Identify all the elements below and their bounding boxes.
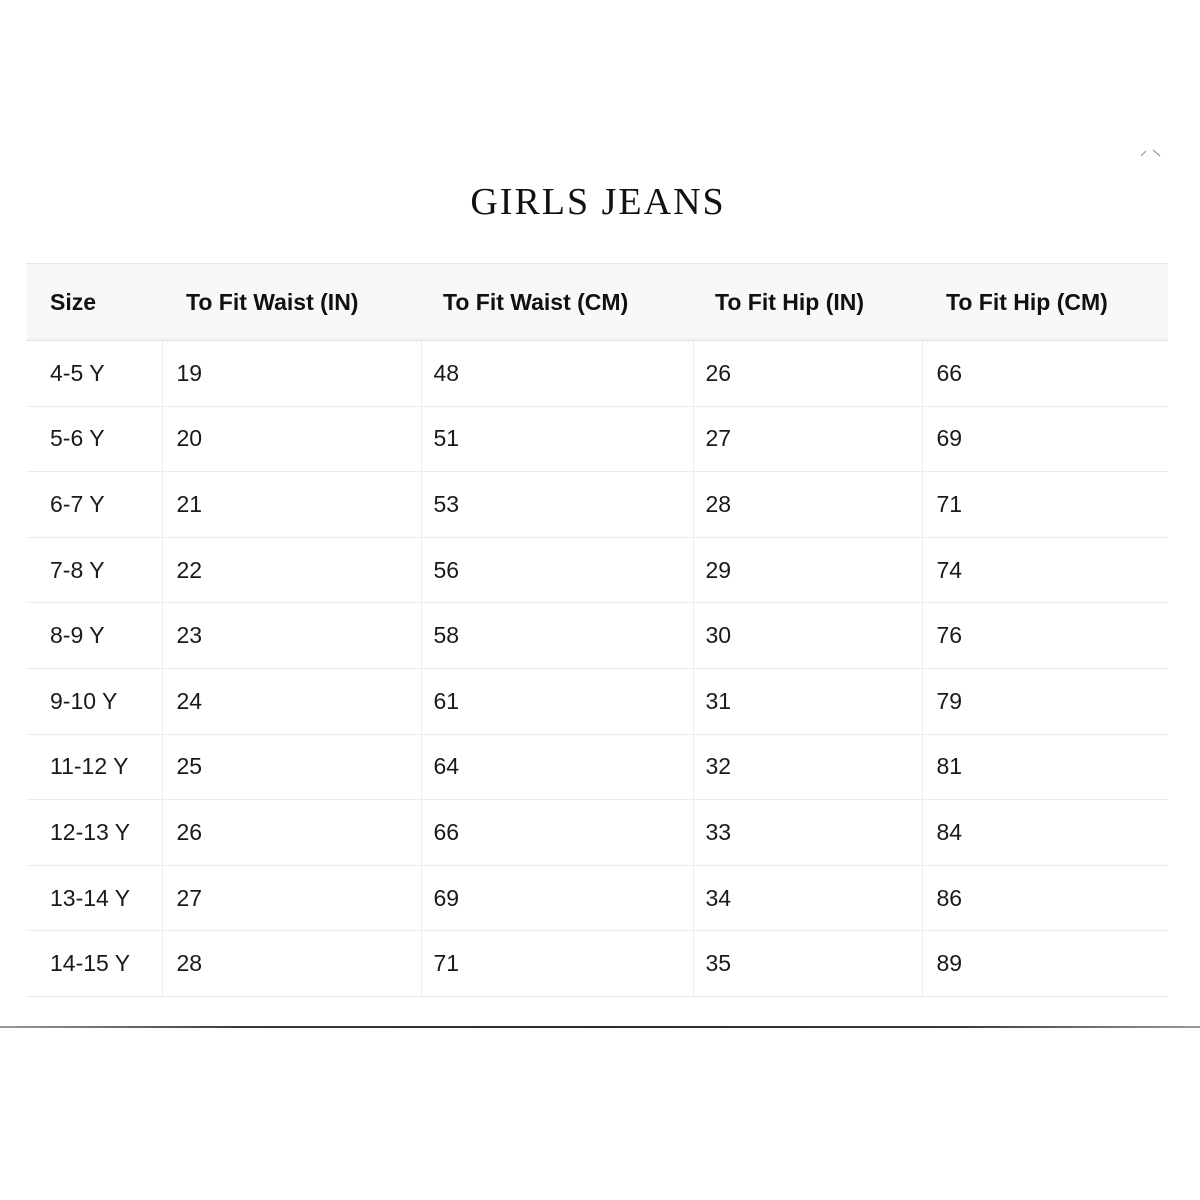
- cell-hip-in: 34: [693, 865, 922, 931]
- cell-size: 13-14 Y: [26, 865, 162, 931]
- table-header-row: [26, 264, 1168, 341]
- table-row: [26, 931, 1168, 997]
- cell-hip-in: 31: [693, 668, 922, 734]
- cell-waist-in: 26: [162, 800, 421, 866]
- cell-size: 14-15 Y: [26, 931, 162, 997]
- size-chart-table: [26, 263, 1168, 997]
- cell-size: 4-5 Y: [26, 341, 162, 407]
- cell-waist-in: 19: [162, 341, 421, 407]
- cell-hip-cm: 71: [922, 472, 1168, 538]
- column-header-waist-in: To Fit Waist (IN): [162, 264, 421, 341]
- cell-waist-in: 27: [162, 865, 421, 931]
- cell-hip-cm: 89: [922, 931, 1168, 997]
- cell-waist-in: 23: [162, 603, 421, 669]
- table-row: [26, 472, 1168, 538]
- cell-waist-in: 20: [162, 406, 421, 472]
- cell-waist-cm: 56: [421, 537, 693, 603]
- cell-waist-in: 25: [162, 734, 421, 800]
- cell-hip-cm: 84: [922, 800, 1168, 866]
- cell-size: 6-7 Y: [26, 472, 162, 538]
- table-row: [26, 800, 1168, 866]
- cell-waist-in: 21: [162, 472, 421, 538]
- table-row: [26, 341, 1168, 407]
- table-row: [26, 668, 1168, 734]
- cell-size: 5-6 Y: [26, 406, 162, 472]
- cell-hip-in: 30: [693, 603, 922, 669]
- column-header-hip-in: To Fit Hip (IN): [693, 264, 922, 341]
- footer-divider: [0, 1026, 1200, 1028]
- cell-waist-cm: 69: [421, 865, 693, 931]
- cell-waist-cm: 58: [421, 603, 693, 669]
- cell-hip-in: 33: [693, 800, 922, 866]
- chevron-up-icon: [1140, 148, 1162, 158]
- cell-hip-in: 26: [693, 341, 922, 407]
- cell-hip-in: 28: [693, 472, 922, 538]
- cell-hip-in: 35: [693, 931, 922, 997]
- column-header-waist-cm: To Fit Waist (CM): [421, 264, 693, 341]
- cell-waist-cm: 64: [421, 734, 693, 800]
- cell-waist-cm: 48: [421, 341, 693, 407]
- table-row: [26, 603, 1168, 669]
- table-row: [26, 865, 1168, 931]
- cell-hip-in: 29: [693, 537, 922, 603]
- column-header-hip-cm: To Fit Hip (CM): [922, 264, 1168, 341]
- cell-size: 8-9 Y: [26, 603, 162, 669]
- cell-hip-cm: 81: [922, 734, 1168, 800]
- cell-size: 9-10 Y: [26, 668, 162, 734]
- table-row: [26, 406, 1168, 472]
- table-row: [26, 734, 1168, 800]
- cell-waist-in: 24: [162, 668, 421, 734]
- cell-size: 7-8 Y: [26, 537, 162, 603]
- cell-hip-cm: 74: [922, 537, 1168, 603]
- cell-hip-cm: 69: [922, 406, 1168, 472]
- cell-size: 11-12 Y: [26, 734, 162, 800]
- column-header-size: Size: [26, 264, 162, 341]
- cell-waist-cm: 61: [421, 668, 693, 734]
- cell-size: 12-13 Y: [26, 800, 162, 866]
- table-row: [26, 537, 1168, 603]
- cell-waist-cm: 53: [421, 472, 693, 538]
- cell-waist-cm: 66: [421, 800, 693, 866]
- cell-waist-cm: 71: [421, 931, 693, 997]
- cell-waist-cm: 51: [421, 406, 693, 472]
- cell-hip-cm: 76: [922, 603, 1168, 669]
- cell-waist-in: 28: [162, 931, 421, 997]
- cell-hip-cm: 86: [922, 865, 1168, 931]
- page-title: GIRLS JEANS: [470, 181, 726, 223]
- cell-hip-in: 32: [693, 734, 922, 800]
- cell-hip-cm: 66: [922, 341, 1168, 407]
- cell-waist-in: 22: [162, 537, 421, 603]
- cell-hip-cm: 79: [922, 668, 1168, 734]
- cell-hip-in: 27: [693, 406, 922, 472]
